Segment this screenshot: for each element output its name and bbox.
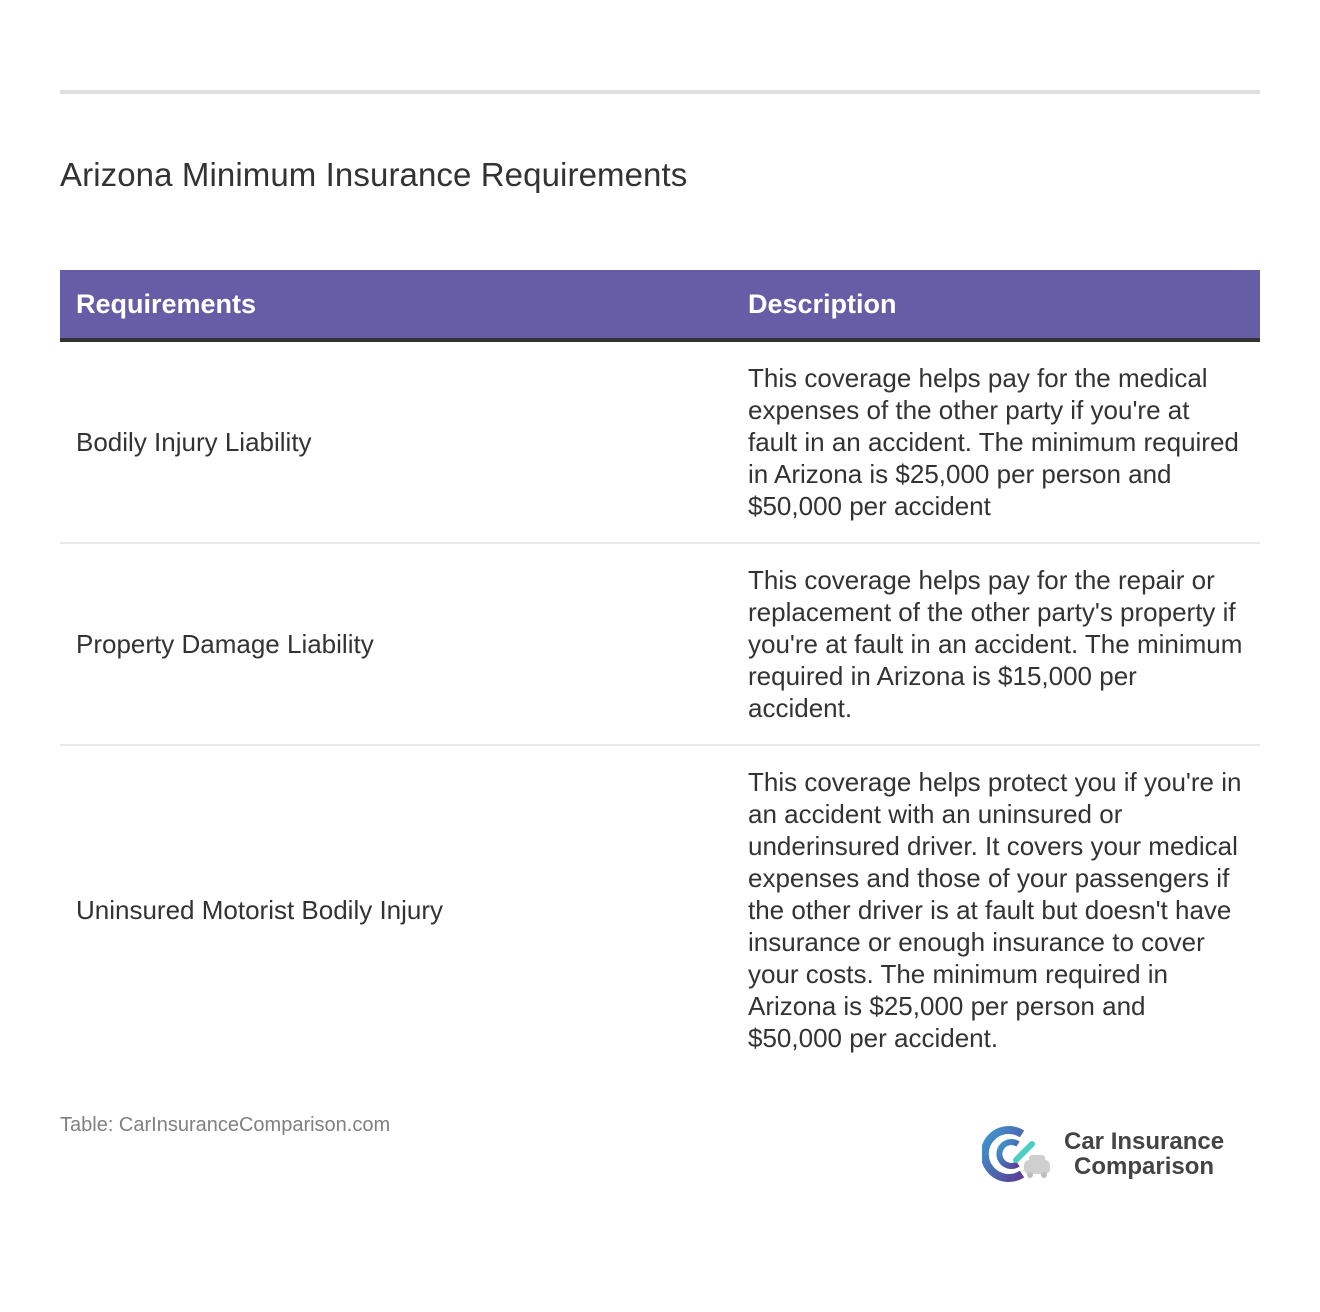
top-divider xyxy=(60,90,1260,94)
description-cell: This coverage helps protect you if you're in an accident with an uninsured or underinsured driver. It covers your medical expenses and those of your passengers if the other driver is at fault but doesn't have insurance or enough insurance to cover your costs. The minimum required in Arizona is $25,000 per person and $50,000 per accident. xyxy=(748,767,1242,1053)
brand-logo[interactable] xyxy=(982,1124,1224,1184)
logo-line-2: Comparison xyxy=(1074,1153,1215,1180)
table-header-row xyxy=(60,270,1260,340)
table-row xyxy=(60,745,1260,1074)
description-cell: This coverage helps pay for the repair or replacement of the other party's property if you're at fault in an accident. The minimum required in Arizona is $15,000 per accident. xyxy=(732,543,1260,745)
table-source-caption: Table: CarInsuranceComparison.com xyxy=(60,1114,391,1136)
requirements-table xyxy=(60,270,1260,1074)
column-header-description: Description xyxy=(732,270,1260,340)
page-title: Arizona Minimum Insurance Requirements xyxy=(60,156,688,193)
cic-logo-icon xyxy=(982,1124,1054,1184)
logo-line-1: Car Insurance xyxy=(1064,1128,1225,1155)
requirement-cell: Uninsured Motorist Bodily Injury xyxy=(76,895,444,925)
requirement-cell: Bodily Injury Liability xyxy=(60,340,732,543)
table-row xyxy=(60,543,1260,745)
column-header-requirements: Requirements xyxy=(60,270,732,340)
description-cell: This coverage helps pay for the medical expenses of the other party if you're at fault in an accident. The minimum required in Arizona is $25,000 per person and $50,000 per accident xyxy=(732,340,1260,543)
requirement-cell: Property Damage Liability xyxy=(60,543,732,745)
table-row xyxy=(60,340,1260,543)
logo-wordmark xyxy=(1064,1129,1224,1179)
